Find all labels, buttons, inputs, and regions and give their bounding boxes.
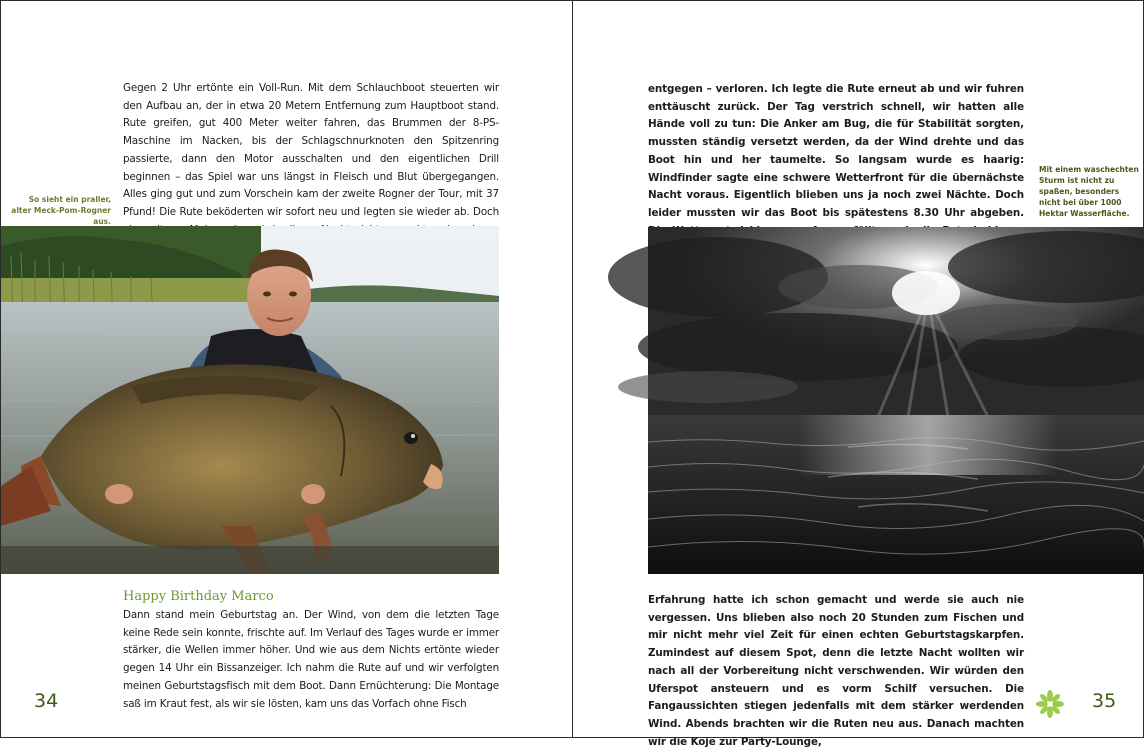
left-lead-text: Gegen 2 Uhr ertönte ein Voll-Run. Mit dem Schlauchboot steuerten wir den Aufbau an, der in etwa 20 Metern Entfernung zum Hauptboot stand. Rute greifen, gut 400 Meter weiter fahren, das Brummen der 8-PS-Maschine im Nacken, bis der Schlagschnurknoten den Spitzenring passierte, dann den Motor ausschalten und den eigentlichen Drill beginnen – das Spiel war uns längst in Fleisch und Blut übergegangen. Alles ging gut und zum Vorschein kam der zweite Rogner der Tour, mit 37 Pfund! Die Rute beköderten wir sofort neu und legten sie wieder ab. Doch [123, 82, 499, 218]
storm-photo-caption: Mit einem waschechten Sturm ist nicht zu spaßen, besonders nicht bei über 1000 Hektar Wasserfläche. [1039, 165, 1139, 218]
page-number-left: 34 [34, 690, 59, 712]
right-page [572, 0, 1144, 748]
left-page [0, 0, 573, 738]
right-after-text: Erfahrung hatte ich schon gemacht und werde sie auch nie vergessen. Uns blieben also noch 20 Stunden zum Fischen und mir nicht mehr viel Zeit für einen echten Geburtstagskarpfen. Zumindest auf diesem Spot, denn die letzte Nacht wollten wir nach all der Vorbereitung nicht verschwenden. Wir würden den Uferspot ansteuern und es vorm Schilf versuchen. Die Fangaussichten stiegen jedenfalls mit dem stärker werdenden Wind. Abends brachten wir die Ruten neu aus. Danach machten wir die Koje zur Party-Lounge, [648, 594, 1024, 748]
flower-ornament-icon [1035, 689, 1065, 719]
right-after-paragraph [648, 592, 1024, 751]
page-number-right: 35 [1092, 690, 1117, 712]
section-heading: Happy Birthday Marco [123, 589, 274, 604]
left-section-text: Dann stand mein Geburtstag an. Der Wind, von dem die letzten Tage keine Rede sein konnte, frischte auf. Im Verlauf des Tages wurde er immer stärker, die Wellen immer höher. Und wie aus dem Nichts ertönte wieder gegen 14 Uhr ein Bissanzeiger. Ich nahm die Rute auf und wir verfolgten meinen Geburtstagsfisch mit dem Boot. Dann Ernüchterung: Die Montage saß im Kraut fest, als wir sie lösten, kam uns das Vorfach ohne Fisch [123, 609, 499, 710]
carp-photo [1, 226, 499, 574]
carp-photo-caption: So sieht ein praller, alter Meck-Pom-Rogner aus. [11, 195, 111, 226]
left-section-paragraph [123, 607, 499, 713]
right-lead-text: entgegen – verloren. Ich legte die Rute erneut ab und wir fuhren enttäuscht zurück. Der Tag verstrich schnell, wir hatten alle Hände voll zu tun: Die Anker am Bug, die für Stabilität sorgten, mussten ständig versetzt werden, da der Wind drehte und das Boot hin und her taumelte. So langsam wurde es haarig: Windfinder sagte eine schwere Wetterfront für die übernächste Nacht voraus. Eigentlich blieben uns ja noch zwei Nächte. Doch leider mussten wir das Boot bis spätestens 8.30 Uhr abgeben. [648, 83, 1024, 219]
storm-sea-photo [648, 227, 1144, 574]
